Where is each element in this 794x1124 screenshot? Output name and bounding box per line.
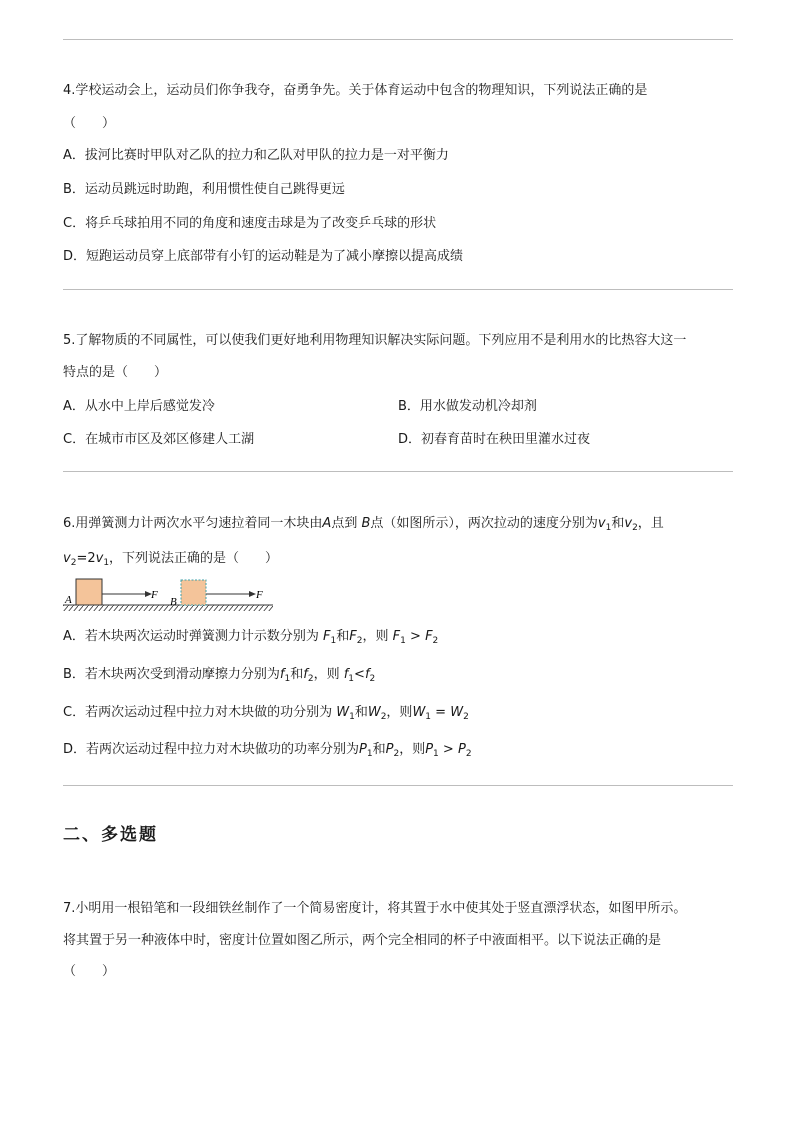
q6-option-b: B．若木块两次受到滑动摩擦力分别为$f_1$和$f_2$，则 $f_1<f_2$ [63, 667, 376, 684]
q6-stem-line2: $v_2=2v_1$，下列说法正确的是（ ） [63, 551, 279, 568]
q5-option-c: C．在城市市区及郊区修建人工湖 [63, 432, 255, 447]
divider [63, 39, 733, 40]
divider [63, 785, 733, 786]
q6-option-c: C．若两次运动过程中拉力对木块做的功分别为 $W_1$和$W_2$，则$W_1 = W_2$ [63, 705, 469, 722]
label-a: A [65, 594, 72, 606]
ground-hatch [63, 605, 273, 611]
q6-option-a: A．若木块两次运动时弹簧测力计示数分别为 $F_1$和$F_2$，则 $F_1 > F_2$ [63, 629, 439, 646]
block-at-b [181, 580, 206, 605]
q4-option-a: A．拔河比赛时甲队对乙队的拉力和乙队对甲队的拉力是一对平衡力 [63, 148, 449, 163]
q6-stem-line1: 6.用弹簧测力计两次水平匀速拉着同一木块由A点到 B点（如图所示），两次拉动的速度分别为$v_1$和$v_2$，且 [63, 516, 664, 533]
divider [63, 471, 733, 472]
q5-option-a: A．从水中上岸后感觉发冷 [63, 399, 215, 414]
q4-stem: 4.学校运动会上，运动员们你争我夺，奋勇争先。关于体育运动中包含的物理知识，下列说法正确的是 [63, 83, 648, 98]
q5-option-d: D．初春育苗时在秧田里灌水过夜 [398, 432, 591, 447]
divider [63, 289, 733, 290]
q5-option-b: B．用水做发动机冷却剂 [398, 399, 537, 414]
label-b: B [170, 596, 177, 608]
q7-stem-line2: 将其置于另一种液体中时，密度计位置如图乙所示，两个完全相同的杯子中液面相平。以下说法正确的是 [63, 933, 662, 948]
block-at-a [76, 579, 102, 605]
q5-stem-line2: 特点的是（ ） [63, 365, 168, 380]
section-title: 二、多选题 [63, 825, 158, 845]
q7-stem-line1: 7.小明用一根铅笔和一段细铁丝制作了一个简易密度计，将其置于水中使其处于竖直漂浮状态，如图甲所示。 [63, 901, 687, 916]
q4-answer-paren: （ ） [63, 116, 116, 131]
q6-figure [63, 576, 273, 612]
q5-stem-line1: 5.了解物质的不同属性，可以使我们更好地利用物理知识解决实际问题。下列应用不是利用水的比热容大这一 [63, 333, 687, 348]
label-f-a: F [151, 589, 158, 601]
q4-option-c: C．将乒乓球拍用不同的角度和速度击球是为了改变乒乓球的形状 [63, 216, 437, 231]
q4-option-b: B．运动员跳远时助跑，利用惯性使自己跳得更远 [63, 182, 345, 197]
q6-option-d: D．若两次运动过程中拉力对木块做功的功率分别为$P_1$和$P_2$，则$P_1 > P_2$ [63, 742, 472, 759]
q7-answer-paren: （ ） [63, 964, 116, 979]
q4-option-d: D．短跑运动员穿上底部带有小钉的运动鞋是为了减小摩擦以提高成绩 [63, 249, 464, 264]
arrowhead-b [249, 591, 256, 597]
label-f-b: F [256, 589, 263, 601]
